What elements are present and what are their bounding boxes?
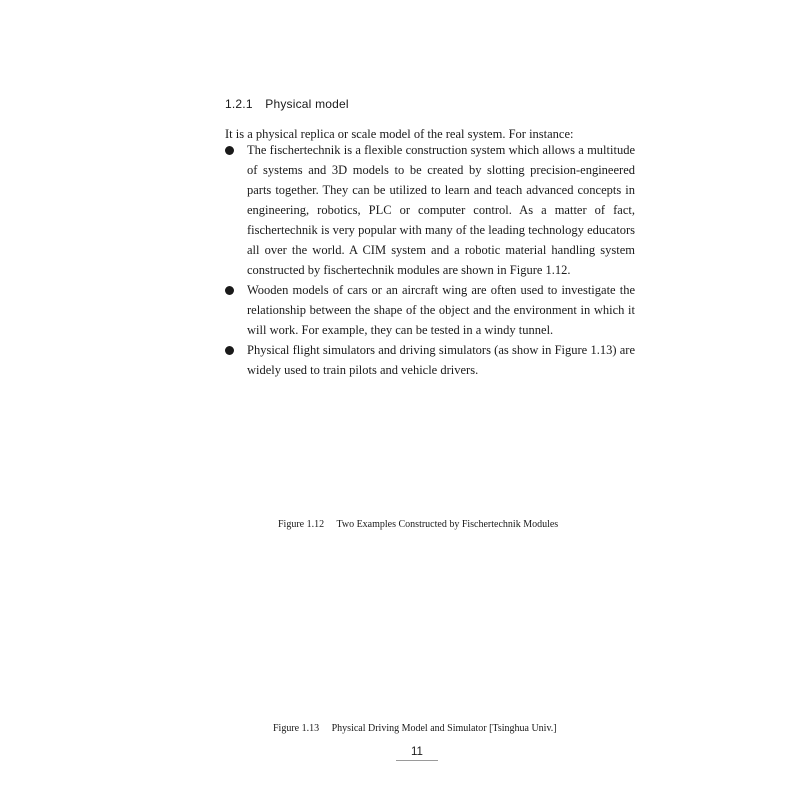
bullet-dot-icon bbox=[225, 346, 234, 355]
figure-caption-text: Two Examples Constructed by Fischertechnik Modules bbox=[336, 519, 559, 530]
bullet-item bbox=[225, 280, 635, 340]
bullet-dot-icon bbox=[225, 286, 234, 295]
bullet-item bbox=[225, 140, 635, 280]
section-title: Physical model bbox=[265, 97, 349, 111]
bullet-dot-icon bbox=[225, 146, 234, 155]
figure-number: Figure 1.12 bbox=[278, 519, 325, 530]
bullet-text: The fischertechnik is a flexible construction system which allows a multitude of systems and 3D models to be created by slotting precision-engineered parts together. They can be utilized to learn and teach advanced concepts in engineering, robotics, PLC or computer control. As a matter of fact, fischertechnik is very popular with many of the leading technology educators all over the world. A CIM system and a robotic material handling system constructed by fischertechnik modules are shown in Figure 1.12. bbox=[247, 143, 635, 277]
bullet-list bbox=[225, 140, 635, 380]
section-heading bbox=[225, 97, 349, 111]
figure-caption bbox=[273, 723, 557, 734]
bullet-text: Wooden models of cars or an aircraft wing are often used to investigate the relationship between the shape of the object and the environment in which it will work. For example, they can be tested in a windy tunnel. bbox=[247, 283, 635, 337]
figure-1-13-image-area bbox=[225, 545, 635, 710]
intro-paragraph: It is a physical replica or scale model of the real system. For instance: bbox=[225, 127, 574, 141]
bullet-text: Physical flight simulators and driving simulators (as show in Figure 1.13) are widely used to train pilots and vehicle drivers. bbox=[247, 343, 635, 377]
figure-caption-text: Physical Driving Model and Simulator [Tsinghua Univ.] bbox=[331, 723, 557, 734]
figure-number: Figure 1.13 bbox=[273, 723, 320, 734]
page-number: 11 bbox=[396, 746, 438, 761]
figure-1-12-image-area bbox=[225, 355, 635, 510]
section-number: 1.2.1 bbox=[225, 97, 253, 111]
figure-caption bbox=[278, 519, 558, 530]
